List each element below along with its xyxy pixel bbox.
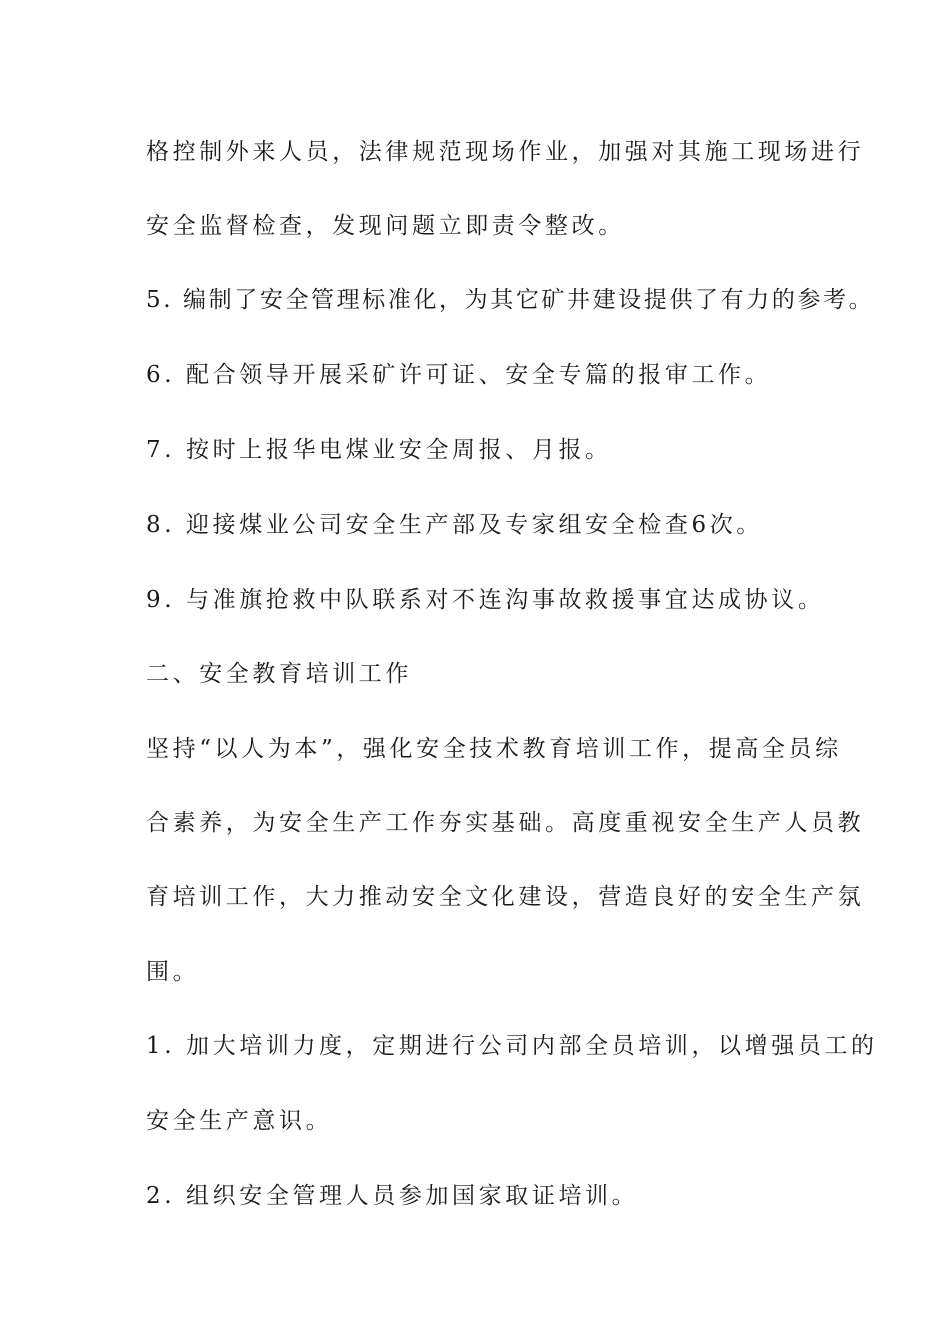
- list-item-7: 7. 按时上报华电煤业安全周报、月报。: [146, 437, 612, 463]
- paragraph-line: 育培训工作，大力推动安全文化建设，营造良好的安全生产氛: [146, 884, 865, 910]
- paragraph-line: 格控制外来人员，法律规范现场作业，加强对其施工现场进行: [146, 139, 865, 165]
- list-item-6: 6. 配合领导开展采矿许可证、安全专篇的报审工作。: [146, 362, 772, 388]
- list-item-2: 2. 组织安全管理人员参加国家取证培训。: [146, 1183, 639, 1209]
- paragraph-line: 安全生产意识。: [146, 1108, 333, 1134]
- paragraph-line: 安全监督检查，发现问题立即责令整改。: [146, 213, 625, 239]
- section-heading: 二、安全教育培训工作: [146, 661, 412, 687]
- list-item-9: 9. 与准旗抢救中队联系对不连沟事故救援事宜达成协议。: [146, 587, 825, 613]
- paragraph-line: 坚持“以人为本”，强化安全技术教育培训工作，提高全员综: [146, 736, 842, 762]
- list-item-1: 1. 加大培训力度，定期进行公司内部全员培训，以增强员工的: [146, 1033, 878, 1059]
- list-item-8: 8. 迎接煤业公司安全生产部及专家组安全检查6次。: [146, 512, 763, 538]
- paragraph-line: 围。: [146, 959, 200, 985]
- paragraph-line: 合素养，为安全生产工作夯实基础。高度重视安全生产人员教: [146, 810, 865, 836]
- list-item-5: 5. 编制了安全管理标准化，为其它矿井建设提供了有力的参考。: [146, 287, 875, 313]
